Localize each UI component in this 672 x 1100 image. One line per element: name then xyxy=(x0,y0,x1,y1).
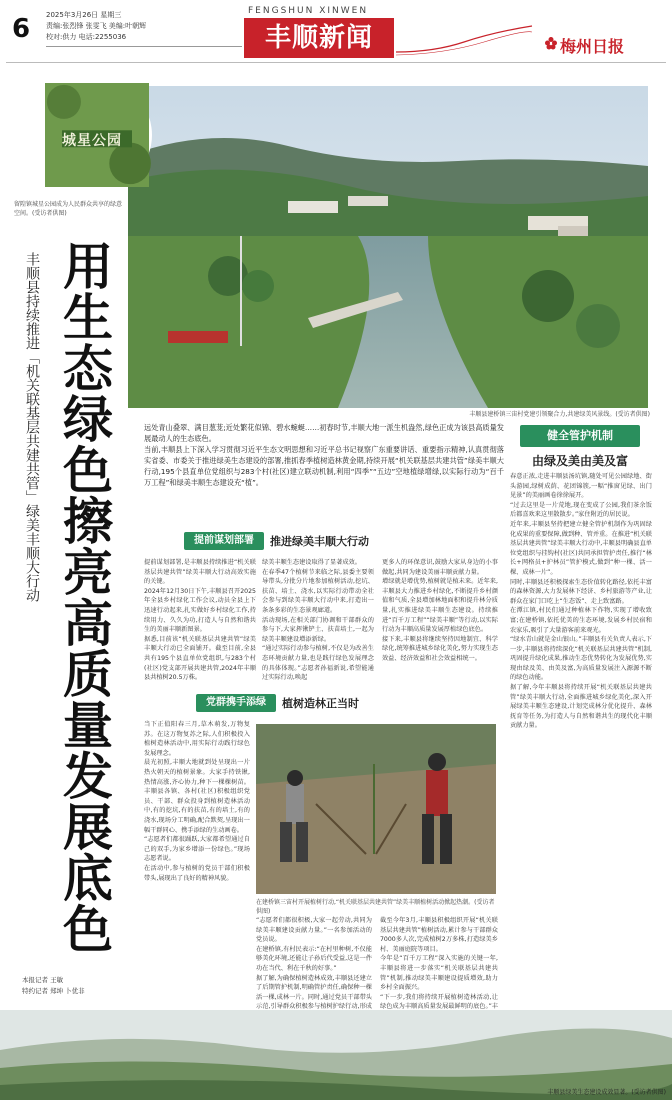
section-title-cn: 丰顺新闻 xyxy=(244,18,394,58)
byline-correspondents: 特约记者 郑坤 卜优非 xyxy=(22,987,85,995)
editors-line: 责编:张烈锋 张雯飞 美编:叶朝辉 xyxy=(46,22,147,30)
paper-logo: 梅州日报 xyxy=(560,37,625,56)
section2-banner xyxy=(196,694,359,712)
subheadline: 丰顺县持续推进「机关联基层共建共管」绿美丰顺大行动 xyxy=(24,252,40,602)
section2-col3: 截至今年3月,丰顺县积极组织开展“机关联基层共建共管”植树活动,累计参与干部群众7000多人次,完成植树2万多株,打造绿美乡村、美丽庭院等项目。 今年是“百千万工程”深入实施的关键一年,丰顺县将进一步落实“机关联基层共建共管”机制,推动绿美丰顺建设提质增效,助力乡村全面振兴。 “下一步,我们将持续开展植树造林活动,让绿色成为丰顺高质量发展最鲜明的底色。”丰 xyxy=(380,917,498,1011)
page-number: 6 xyxy=(12,14,31,44)
masthead-rule xyxy=(46,46,242,47)
main-photo-caption: 丰顺县建桥镇三宙村党建引领聚合力,共建绿美风景线。(受访者供图) xyxy=(469,411,650,418)
side-pill: 健全管护机制 xyxy=(520,425,640,447)
main-photo-river-village xyxy=(128,86,648,408)
section1-col2: 绿美丰顺生态建设取得了显著成效。 在春季47个植树节来临之际,县委主要领导带头,分批分片地参加植树活动,挖坑、扶苗、培土、浇水,以实际行动带动全社会参与到绿美丰顺大行动中来,打造出一条条多彩的生态景观廊道。 活动现场,在相关部门协调和干部群众的参与下,大家挥锹铲土、扶苗培土,一起为绿美丰顺建设增添新绿。 “通过实际行动参与植树,不仅是为改善生态环境贡献力量,也是践行绿色发展理念的具体体现。”志愿者孙福新说,希望能通过实际行动,唤起 xyxy=(262,559,374,682)
inset-sign-text: 城星公园 xyxy=(62,133,122,149)
lead-paragraph: 远处青山叠翠、满目葱茏;近处繁花似锦、碧水蜿蜒……初春时节,丰顺大地一派生机盎然,绿色正成为该县高质量发展最动人的生态底色。 当前,丰顺县上下深入学习贯彻习近平生态文明思想和习近平总书记视察广东重要讲话、重要指示精神,认真贯彻落实省委、市委关于推进绿美生态建设的部署,推抓春季植树造林黄金期,持续开展“机关联基层共建共管”绿美丰顺大行动,195个县直单位党组织与283个村(社区)建立联动机制,利用“四季”“五边”空地植绿增绿,以实际行动为“百千万工程”和绿美丰顺生态建设充“植”。 xyxy=(144,423,504,487)
side-text: 春意正浓,走进丰顺县汤坑镇,随处可见公园绿地、街头游园,绿树成荫、花团锦簇,一幅“推窗见绿、出门见景”的美丽画卷徐徐展开。 “过去这里是一片荒地,现在变成了公园,我们茶余饭后都喜欢来这里散散步。”家住附近的居民说。 近年来,丰顺县坚持把建立健全管护机制作为巩固绿化成果的重要保障,做到种、管并重。在推进“机关联基层共建共管”绿美丰顺大行动中,丰顺县明确县直单位党组织与挂钩村(社区)共同承担管护责任,推行“林长+网格员+护林员”管护模式,做到“种一棵、活一棵、成林一片”。 同时,丰顺县还积极探索生态价值转化路径,依托丰富的森林资源,大力发展林下经济、乡村旅游等产业,让群众在家门口吃上“生态饭”、走上致富路。 在潭江镇,村民们通过种植林下作物,实现了增收致富;在建桥镇,依托优美的生态环境,发展乡村民宿和农家乐,吸引了大量游客前来观光。 “绿水青山就是金山银山。”丰顺县有关负责人表示,下一步,丰顺县将持续深化“机关联基层共建共管”机制,巩固提升绿化成果,推动生态优势转化为发展优势,实现由绿及美、由美及富,为高质量发展注入源源不断的绿色动能。 据了解,今年丰顺县将持续开展“机关联基层共建共管”绿美丰顺大行动,全面推进城乡绿化美化,深入开展绿美丰顺生态建设,计划完成林分优化提升、森林抚育等任务,为打造人与自然和谐共生的现代化丰顺贡献力量。 xyxy=(510,473,652,730)
section2-col1: 当下正值阳春三月,草木萌发,万物复苏。在这万物复苏之际,人们积极投入植树造林活动中,用实际行动践行绿色发展理念。 晨光初照,丰顺大地就到处呈现出一片热火朝天的植树景象。大家手持铁锹,热情高涨,齐心协力,种下一棵棵树苗。丰顺县各镇、各村(社区)积极组织党员、干部、群众投身到植树造林活动中,有的挖坑,有的扶苗,有的培土,有的浇水,现场分工明确,配合默契,呈现出一幅干群同心、携手添绿的生动画卷。 “志愿者们都很踊跃,大家都希望通过自己的双手,为家乡增添一份绿色。”现场志愿者说。 在活动中,参与植树的党员干部们积极带头,展现出了良好的精神风貌。 xyxy=(144,721,250,882)
section1-col1: 提前谋划部署,是丰顺县持续推进“机关联基层共建共管”绿美丰顺大行动高效实施的关键。 2024年12月30日下午,丰顺县召开2025年全县乡村绿化工作会议,动员全县上下迅速行动起来,扎实做好乡村绿化工作,持续用力、久久为功,打造人与自然和谐共生的美丽丰顺新图景。 据悉,目前该“机关联基层共建共管”绿美丰顺大行动已全面铺开。截至目前,全县共有195个县直单位党组织,与283个村(社区)党支部开展共建共管,2024年丰顺县共植树20.5万株。 xyxy=(144,559,256,682)
section2-col2: “志愿者们都很积极,大家一起劳动,共同为绿美丰顺建设贡献力量。”一名参加活动的党员说。 在建桥镇,有村民表示:“在村里种树,不仅能够美化环境,还能让子孙后代受益,这是一件功在当代、利在千秋的好事。” 据了解,为确保植树造林成效,丰顺县还建立了后期管护机制,明确管护责任,确保种一棵活一棵,成林一片。同时,通过党员干部带头示范,引导群众积极参与植树护绿行动,形成 xyxy=(256,917,372,1011)
headline: 用生态绿色擦亮高质量发展底色 xyxy=(55,240,113,954)
section1-pill: 提前谋划部署 xyxy=(184,532,264,550)
tree-planting-photo xyxy=(256,724,496,894)
section2-title: 植树造林正当时 xyxy=(282,697,359,710)
byline-reporter: 本报记者 王敏 xyxy=(22,976,64,984)
proof-line: 校对:供力 电话:2255036 xyxy=(46,33,127,41)
section1-title: 推进绿美丰顺大行动 xyxy=(270,535,369,548)
section2-pill: 党群携手添绿 xyxy=(196,694,276,712)
plum-blossom-icon xyxy=(544,36,558,50)
section-title-en: FENGSHUN XINWEN xyxy=(248,6,369,16)
tree-photo-caption: 在建桥镇三宙村开展植树行动,“机关联基层共建共管”绿美丰顺植树活动掀起热潮。(受访者供图) xyxy=(256,899,495,915)
header-rule xyxy=(6,62,666,63)
section1-col3: 更多人的环保意识,鼓励大家从身边的小事做起,共同为建设美丽丰顺贡献力量。 增绿就是增优势,植树就是植未来。近年来,丰顺县大力推进乡村绿化,不断提升乡村颜值和气质,全县增加林地面积和提升林分质量,扎实推进绿美丰顺生态建设。持续推进“百千万工程”“绿美丰顺”等行动,以实际行动为丰顺高质量发展厚植绿色底色。 接下来,丰顺县将继续坚持因地制宜、科学绿化,统筹推进城乡绿化美化,努力实现生态效益、经济效益和社会效益相统一。 xyxy=(382,559,498,662)
decorative-flourish-icon xyxy=(394,22,534,56)
inset-photo-caption: 留隍镇城星公园成为人民群众共享的绿意空间。(受访者供图) xyxy=(14,201,123,217)
footer-panorama-photo xyxy=(0,1010,672,1100)
date-line: 2025年3月26日 星期三 xyxy=(46,11,122,19)
footer-photo-caption: 丰顺县绿美生态建设成效显著。(受访者供图) xyxy=(547,1089,666,1096)
side-title: 由绿及美由美及富 xyxy=(531,454,628,468)
section1-banner xyxy=(184,532,369,550)
